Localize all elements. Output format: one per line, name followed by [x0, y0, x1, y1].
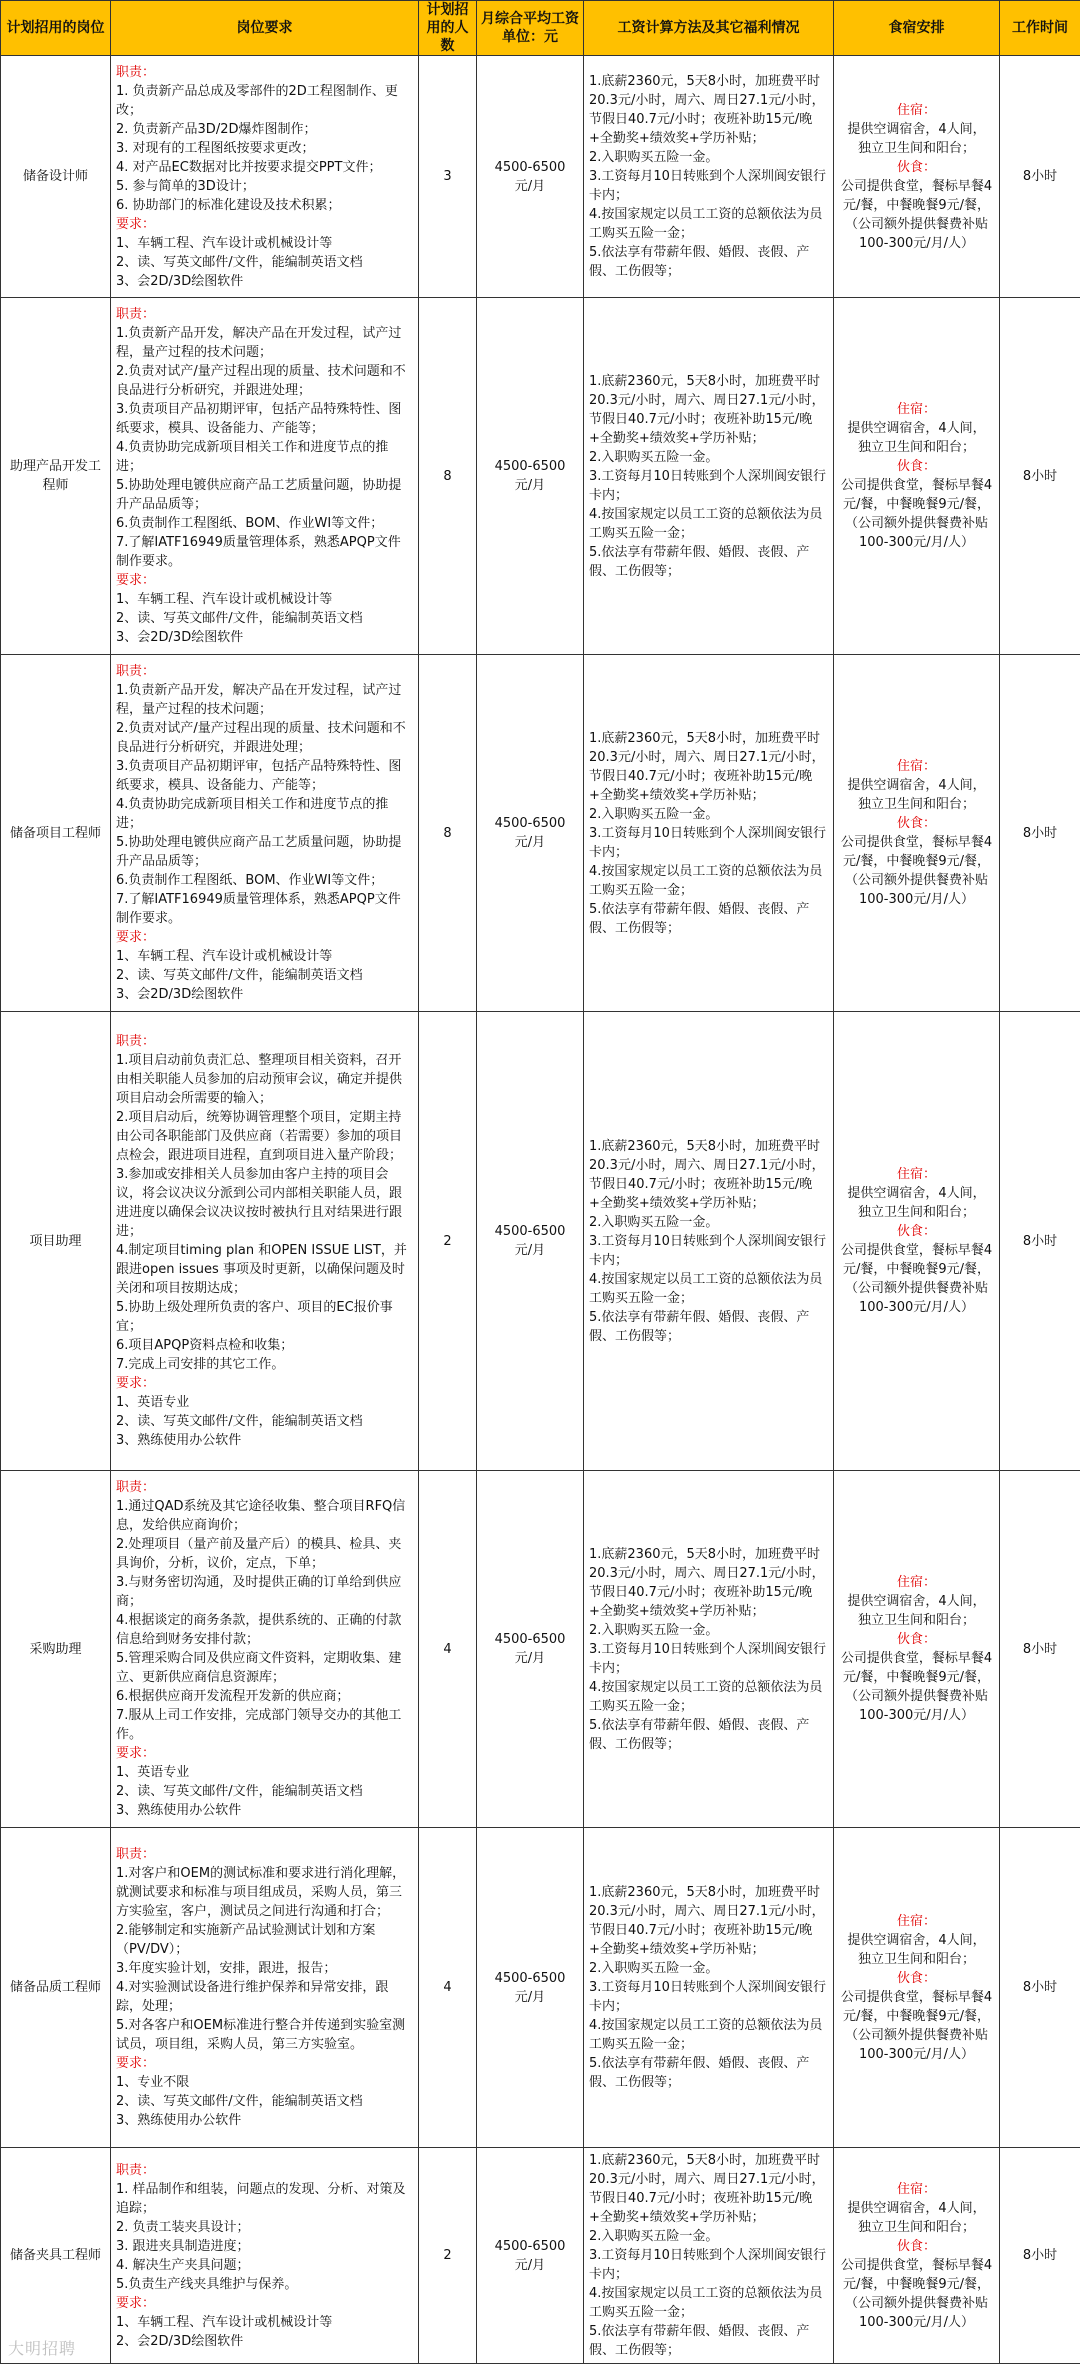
- duty-line: 2.负责对试产/量产过程出现的质量、技术问题和不良品进行分析研究，并跟进处理；: [116, 721, 406, 755]
- pay-method: [584, 56, 834, 298]
- pay-line: 2.入职购买五险一金。: [589, 1961, 719, 1976]
- meal-line: 公司提供食堂，餐标早餐4元/餐，中餐晚餐9元/餐，（公司额外提供餐费补贴100-300元/月/人）: [840, 1989, 993, 2062]
- duty-line: 1.通过QAD系统及其它途径收集、整合项目RFQ信息，发给供应商询价；: [116, 1499, 406, 1533]
- requirement-label: 要求：: [116, 573, 156, 588]
- duty-line: 5.对各客户和OEM标准进行整合并传递到实验室测试员，项目组，采购人员，第三方实验室。: [116, 2018, 406, 2052]
- headcount: 3: [419, 56, 477, 298]
- watermark-logo: 大明招聘: [8, 2339, 77, 2358]
- requirement-line: 3、会2D/3D绘图软件: [116, 987, 244, 1002]
- duty-line: 1.负责新产品开发，解决产品在开发过程，试产过程，量产过程的技术问题；: [116, 683, 402, 717]
- pay-method: [584, 1471, 834, 1828]
- meal-line: 公司提供食堂，餐标早餐4元/餐，中餐晚餐9元/餐，（公司额外提供餐费补贴100-300元/月/人）: [840, 1243, 993, 1315]
- meal-line: 公司提供食堂，餐标早餐4元/餐，中餐晚餐9元/餐，（公司额外提供餐费补贴100-300元/月/人）: [840, 1651, 993, 1723]
- stay-line: 提供空调宿舍，4人间，: [847, 1932, 986, 1948]
- meal-line: 公司提供食堂，餐标早餐4元/餐，中餐晚餐9元/餐，（公司额外提供餐费补贴100-300元/月/人）: [840, 2257, 993, 2330]
- duty-line: 1.项目启动前负责汇总、整理项目相关资料，召开由相关职能人员参加的启动预审会议，确定并提供项目启动会所需要的输入；: [116, 1053, 403, 1106]
- stay-label: 住宿：: [896, 2181, 936, 2197]
- working-hours: 8小时: [1000, 2148, 1080, 2364]
- requirement-label: 要求：: [116, 1376, 156, 1391]
- pay-line: 4.按国家规定以员工工资的总额依法为员工购买五险一金；: [589, 2286, 823, 2320]
- job-row: [1, 2148, 1080, 2364]
- job-requirements: [111, 655, 419, 1012]
- stay-line: 独立卫生间和阳台；: [857, 2219, 975, 2235]
- pay-line: 5.依法享有带薪年假、婚假、丧假、产假、工伤假等；: [589, 2324, 810, 2358]
- requirement-line: 1、英语专业: [116, 1765, 190, 1780]
- salary-line: 元/月: [514, 478, 546, 493]
- duty-line: 1. 负责新产品总成及零部件的2D工程图制作、更改；: [116, 83, 398, 118]
- duty-line: 2.项目启动后，统筹协调管理整个项目，定期主持由公司各职能部门及供应商（若需要）参加的项目点检会，跟进项目进程，直到项目进入量产阶段；: [116, 1110, 403, 1163]
- duty-label: 职责：: [116, 1480, 156, 1495]
- pay-line: 5.依法享有带薪年假、婚假、丧假、产假、工伤假等；: [589, 901, 810, 936]
- pay-line: 1.底薪2360元，5天8小时，加班费平时20.3元/小时，周六、周日27.1元/小时，节假日40.7元/小时；夜班补助15元/晚+全勤奖+绩效奖+学历补贴；: [589, 373, 825, 446]
- stay-label: 住宿：: [896, 402, 936, 417]
- pay-method: [584, 2148, 834, 2364]
- duty-line: 4.对实验测试设备进行维护保养和异常安排，跟踪，处理；: [116, 1980, 389, 2014]
- duty-label: 职责：: [116, 307, 156, 322]
- working-hours: 8小时: [1000, 655, 1080, 1012]
- accommodation: [834, 655, 1000, 1012]
- pay-line: 5.依法享有带薪年假、婚假、丧假、产假、工伤假等；: [589, 1309, 810, 1344]
- meal-label: 伙食：: [896, 816, 936, 831]
- job-title: 助理产品开发工程师: [1, 298, 111, 655]
- salary: [477, 56, 584, 298]
- accommodation: [834, 1471, 1000, 1828]
- pay-line: 2.入职购买五险一金。: [589, 449, 719, 465]
- duty-line: 7.完成上司安排的其它工作。: [116, 1357, 285, 1372]
- salary-line: 4500-6500: [494, 159, 566, 175]
- pay-method: [584, 1012, 834, 1471]
- pay-line: 5.依法享有带薪年假、婚假、丧假、产假、工伤假等；: [589, 245, 810, 279]
- header-working-hours: 工作时间: [1000, 1, 1080, 56]
- pay-line: 4.按国家规定以员工工资的总额依法为员工购买五险一金；: [589, 1271, 823, 1306]
- accommodation: [834, 1012, 1000, 1471]
- duty-line: 5.协助处理电镀供应商产品工艺质量问题，协助提升产品品质等；: [116, 835, 402, 869]
- header-position: 计划招用的岗位: [1, 1, 111, 56]
- job-row: [1, 298, 1080, 655]
- accommodation: [834, 56, 1000, 298]
- duty-line: 2.负责对试产/量产过程出现的质量、技术问题和不良品进行分析研究，并跟进处理；: [116, 364, 406, 398]
- job-row: [1, 1828, 1080, 2148]
- job-title: 储备设计师: [1, 56, 111, 298]
- job-title: 储备品质工程师: [1, 1828, 111, 2148]
- headcount: 4: [419, 1471, 477, 1828]
- pay-line: 3.工资每月10日转账到个人深圳阆安银行卡内；: [589, 1641, 826, 1676]
- pay-method: [584, 298, 834, 655]
- duty-line: 6. 协助部门的标准化建设及技术积累；: [116, 197, 341, 213]
- job-requirements: [111, 1012, 419, 1471]
- stay-label: 住宿：: [896, 1575, 936, 1590]
- stay-label: 住宿：: [896, 1167, 936, 1182]
- pay-line: 5.依法享有带薪年假、婚假、丧假、产假、工伤假等；: [589, 1717, 810, 1752]
- headcount: 8: [419, 655, 477, 1012]
- stay-line: 独立卫生间和阳台；: [857, 797, 975, 812]
- requirement-line: 3、熟练使用办公软件: [116, 1803, 242, 1818]
- working-hours: 8小时: [1000, 1828, 1080, 2148]
- job-row: [1, 56, 1080, 298]
- working-hours: 8小时: [1000, 1012, 1080, 1471]
- requirement-label: 要求：: [116, 216, 156, 232]
- pay-line: 1.底薪2360元，5天8小时，加班费平时20.3元/小时，周六、周日27.1元/小时，节假日40.7元/小时；夜班补助15元/晚+全勤奖+绩效奖+学历补贴；: [589, 730, 825, 803]
- duty-line: 2. 负责工装夹具设计；: [116, 2219, 250, 2235]
- requirement-line: 2、读、写英文邮件/文件，能编制英语文档: [116, 2094, 363, 2109]
- requirement-line: 1、车辆工程、汽车设计或机械设计等: [116, 592, 333, 607]
- requirement-line: 3、熟练使用办公软件: [116, 1433, 242, 1448]
- requirement-line: 2、读、写英文邮件/文件，能编制英语文档: [116, 968, 363, 983]
- pay-line: 5.依法享有带薪年假、婚假、丧假、产假、工伤假等；: [589, 544, 810, 579]
- header-pay-method: 工资计算方法及其它福利情况: [584, 1, 834, 56]
- pay-line: 4.按国家规定以员工工资的总额依法为员工购买五险一金；: [589, 207, 823, 241]
- salary-line: 元/月: [514, 2257, 546, 2273]
- duty-line: 3.负责项目产品初期评审，包括产品特殊特性、图纸要求，模具、设备能力、产能等；: [116, 759, 402, 793]
- working-hours: 8小时: [1000, 298, 1080, 655]
- job-title: 项目助理: [1, 1012, 111, 1471]
- job-title: 采购助理: [1, 1471, 111, 1828]
- stay-line: 提供空调宿舍，4人间，: [847, 778, 986, 793]
- meal-label: 伙食：: [896, 2238, 936, 2254]
- duty-line: 1.负责新产品开发，解决产品在开发过程，试产过程，量产过程的技术问题；: [116, 326, 402, 360]
- job-row: [1, 1471, 1080, 1828]
- requirement-line: 2、读、写英文邮件/文件，能编制英语文档: [116, 254, 363, 270]
- salary-line: 4500-6500: [494, 459, 566, 474]
- job-requirements: [111, 298, 419, 655]
- pay-line: 2.入职购买五险一金。: [589, 806, 719, 822]
- pay-line: 1.底薪2360元，5天8小时，加班费平时20.3元/小时，周六、周日27.1元/小时，节假日40.7元/小时；夜班补助15元/晚+全勤奖+绩效奖+学历补贴；: [589, 74, 825, 146]
- salary: [477, 1471, 584, 1828]
- pay-method: [584, 1828, 834, 2148]
- job-requirements: [111, 2148, 419, 2364]
- duty-line: 5.管理采购合同及供应商文件资料，定期收集、建立、更新供应商信息资源库；: [116, 1651, 402, 1685]
- stay-line: 提供空调宿舍，4人间，: [847, 1594, 986, 1609]
- requirement-line: 1、车辆工程、汽车设计或机械设计等: [116, 2314, 333, 2330]
- stay-line: 独立卫生间和阳台；: [857, 1951, 975, 1967]
- pay-line: 3.工资每月10日转账到个人深圳阆安银行卡内；: [589, 2248, 826, 2282]
- pay-line: 4.按国家规定以员工工资的总额依法为员工购买五险一金；: [589, 863, 823, 898]
- stay-line: 提供空调宿舍，4人间，: [847, 2200, 986, 2216]
- header-accommodation: 食宿安排: [834, 1, 1000, 56]
- stay-line: 独立卫生间和阳台；: [857, 1205, 975, 1220]
- duty-line: 4.制定项目timing plan 和OPEN ISSUE LIST，并跟进open issues 事项及时更新，以确保问题及时关闭和项目按期达成；: [116, 1243, 407, 1296]
- pay-line: 3.工资每月10日转账到个人深圳阆安银行卡内；: [589, 468, 826, 503]
- meal-label: 伙食：: [896, 159, 936, 175]
- requirement-line: 3、会2D/3D绘图软件: [116, 630, 244, 645]
- duty-line: 5.协助处理电镀供应商产品工艺质量问题，协助提升产品品质等；: [116, 478, 402, 512]
- salary-line: 4500-6500: [494, 2238, 566, 2254]
- salary-line: 4500-6500: [494, 1970, 566, 1986]
- requirement-line: 3、熟练使用办公软件: [116, 2113, 242, 2128]
- pay-line: 2.入职购买五险一金。: [589, 1622, 719, 1638]
- header-headcount: 计划招用的人数: [419, 1, 477, 56]
- job-row: [1, 655, 1080, 1012]
- stay-line: 提供空调宿舍，4人间，: [847, 121, 986, 137]
- salary-line: 4500-6500: [494, 816, 566, 831]
- pay-line: 1.底薪2360元，5天8小时，加班费平时20.3元/小时，周六、周日27.1元/小时，节假日40.7元/小时；夜班补助15元/晚+全勤奖+绩效奖+学历补贴；: [589, 2153, 825, 2225]
- pay-line: 3.工资每月10日转账到个人深圳阆安银行卡内；: [589, 1980, 826, 2014]
- requirement-line: 1、车辆工程、汽车设计或机械设计等: [116, 235, 333, 251]
- salary-line: 元/月: [514, 1243, 546, 1258]
- stay-line: 独立卫生间和阳台；: [857, 1613, 975, 1628]
- pay-line: 2.入职购买五险一金。: [589, 150, 719, 165]
- duty-line: 4. 解决生产夹具问题；: [116, 2257, 250, 2273]
- duty-line: 3.负责项目产品初期评审，包括产品特殊特性、图纸要求，模具、设备能力、产能等；: [116, 402, 402, 436]
- duty-line: 4.负责协助完成新项目相关工作和进度节点的推进；: [116, 797, 389, 831]
- pay-line: 4.按国家规定以员工工资的总额依法为员工购买五险一金；: [589, 506, 823, 541]
- pay-method: [584, 655, 834, 1012]
- stay-label: 住宿：: [896, 102, 936, 118]
- pay-line: 3.工资每月10日转账到个人深圳阆安银行卡内；: [589, 825, 826, 860]
- pay-line: 2.入职购买五险一金。: [589, 1214, 719, 1230]
- duty-line: 6.根据供应商开发流程开发新的供应商；: [116, 1689, 350, 1704]
- duty-line: 3. 对现有的工程图纸按要求更改；: [116, 140, 315, 156]
- salary-line: 元/月: [514, 1651, 546, 1666]
- pay-line: 2.入职购买五险一金。: [589, 2229, 719, 2244]
- meal-line: 公司提供食堂，餐标早餐4元/餐，中餐晚餐9元/餐，（公司额外提供餐费补贴100-300元/月/人）: [840, 478, 993, 550]
- stay-line: 提供空调宿舍，4人间，: [847, 421, 986, 436]
- job-requirements: [111, 1828, 419, 2148]
- duty-line: 7.了解IATF16949质量管理体系，熟悉APQP文件制作要求。: [116, 892, 401, 926]
- requirement-line: 2、读、写英文邮件/文件，能编制英语文档: [116, 1784, 363, 1799]
- stay-line: 独立卫生间和阳台；: [857, 140, 975, 156]
- duty-label: 职责：: [116, 664, 156, 679]
- pay-line: 4.按国家规定以员工工资的总额依法为员工购买五险一金；: [589, 1679, 823, 1714]
- meal-line: 公司提供食堂，餐标早餐4元/餐，中餐晚餐9元/餐，（公司额外提供餐费补贴100-300元/月/人）: [840, 835, 993, 907]
- requirement-line: 2、读、写英文邮件/文件，能编制英语文档: [116, 1414, 363, 1429]
- requirement-line: 1、专业不限: [116, 2075, 190, 2090]
- duty-line: 2.能够制定和实施新产品试验测试计划和方案（PV/DV）；: [116, 1923, 376, 1957]
- meal-label: 伙食：: [896, 459, 936, 474]
- header-requirements: 岗位要求: [111, 1, 419, 56]
- job-title: 储备项目工程师: [1, 655, 111, 1012]
- working-hours: 8小时: [1000, 1471, 1080, 1828]
- header-salary: 月综合平均工资单位：元: [477, 1, 584, 56]
- accommodation: [834, 1828, 1000, 2148]
- header-row: [1, 1, 1080, 56]
- duty-line: 3.参加或安排相关人员参加由客户主持的项目会议，将会议决议分派到公司内部相关职能人员，跟进进度以确保会议决议按时被执行且对结果进行跟进；: [116, 1167, 403, 1239]
- duty-label: 职责：: [116, 1034, 156, 1049]
- accommodation: [834, 2148, 1000, 2364]
- headcount: 2: [419, 1012, 477, 1471]
- duty-line: 2. 负责新产品3D/2D爆炸图制作；: [116, 121, 317, 137]
- stay-line: 提供空调宿舍，4人间，: [847, 1186, 986, 1201]
- salary-line: 元/月: [514, 178, 546, 194]
- duty-label: 职责：: [116, 64, 156, 80]
- pay-line: 3.工资每月10日转账到个人深圳阆安银行卡内；: [589, 1233, 826, 1268]
- salary: [477, 1012, 584, 1471]
- duty-line: 5.负责生产线夹具维护与保养。: [116, 2276, 298, 2292]
- pay-line: 1.底薪2360元，5天8小时，加班费平时20.3元/小时，周六、周日27.1元/小时，节假日40.7元/小时；夜班补助15元/晚+全勤奖+绩效奖+学历补贴；: [589, 1546, 825, 1619]
- requirement-line: 2、读、写英文邮件/文件，能编制英语文档: [116, 611, 363, 626]
- requirement-line: 3、会2D/3D绘图软件: [116, 273, 244, 289]
- duty-label: 职责：: [116, 2162, 156, 2178]
- headcount: 2: [419, 2148, 477, 2364]
- headcount: 4: [419, 1828, 477, 2148]
- job-requirements: [111, 56, 419, 298]
- duty-line: 1. 样品制作和组装，问题点的发现、分析、对策及追踪；: [116, 2181, 406, 2216]
- accommodation: [834, 298, 1000, 655]
- salary-line: 4500-6500: [494, 1224, 566, 1239]
- requirement-line: 1、车辆工程、汽车设计或机械设计等: [116, 949, 333, 964]
- duty-line: 3.与财务密切沟通，及时提供正确的订单给到供应商；: [116, 1575, 402, 1609]
- requirement-label: 要求：: [116, 1746, 156, 1761]
- pay-line: 4.按国家规定以员工工资的总额依法为员工购买五险一金；: [589, 2018, 823, 2052]
- working-hours: 8小时: [1000, 56, 1080, 298]
- stay-label: 住宿：: [896, 1913, 936, 1929]
- duty-line: 4.负责协助完成新项目相关工作和进度节点的推进；: [116, 440, 389, 474]
- salary: [477, 655, 584, 1012]
- meal-label: 伙食：: [896, 1632, 936, 1647]
- duty-line: 1.对客户和OEM的测试标准和要求进行消化理解，就测试要求和标准与项目组成员，采购人员，第三方实验室，客户，测试员之间进行沟通和打合；: [116, 1866, 406, 1919]
- duty-line: 6.负责制作工程图纸、BOM、作业WI等文件；: [116, 873, 384, 888]
- duty-label: 职责：: [116, 1847, 156, 1862]
- salary-line: 元/月: [514, 1989, 546, 2005]
- salary-line: 4500-6500: [494, 1632, 566, 1647]
- salary: [477, 1828, 584, 2148]
- duty-line: 3. 跟进夹具制造进度；: [116, 2238, 250, 2254]
- job-row: [1, 1012, 1080, 1471]
- stay-label: 住宿：: [896, 759, 936, 774]
- salary-line: 元/月: [514, 835, 546, 850]
- pay-line: 5.依法享有带薪年假、婚假、丧假、产假、工伤假等；: [589, 2056, 810, 2090]
- duty-line: 4. 对产品EC数据对比并按要求提交PPT文件；: [116, 159, 382, 175]
- salary: [477, 2148, 584, 2364]
- duty-line: 5.协助上级处理所负责的客户、项目的EC报价事宜；: [116, 1300, 393, 1334]
- duty-line: 7.服从上司工作安排，完成部门领导交办的其他工作。: [116, 1708, 402, 1742]
- salary: [477, 298, 584, 655]
- requirement-label: 要求：: [116, 930, 156, 945]
- duty-line: 6.负责制作工程图纸、BOM、作业WI等文件；: [116, 516, 384, 531]
- pay-line: 3.工资每月10日转账到个人深圳阆安银行卡内；: [589, 169, 826, 203]
- requirement-label: 要求：: [116, 2295, 156, 2311]
- duty-line: 7.了解IATF16949质量管理体系，熟悉APQP文件制作要求。: [116, 535, 401, 569]
- meal-line: 公司提供食堂，餐标早餐4元/餐，中餐晚餐9元/餐，（公司额外提供餐费补贴100-300元/月/人）: [840, 178, 993, 251]
- requirement-line: 2、会2D/3D绘图软件: [116, 2333, 244, 2349]
- requirement-label: 要求：: [116, 2056, 156, 2071]
- duty-line: 4.根据谈定的商务条款，提供系统的、正确的付款信息给到财务安排付款；: [116, 1613, 402, 1647]
- stay-line: 独立卫生间和阳台；: [857, 440, 975, 455]
- meal-label: 伙食：: [896, 1970, 936, 1986]
- job-requirements: [111, 1471, 419, 1828]
- pay-line: 1.底薪2360元，5天8小时，加班费平时20.3元/小时，周六、周日27.1元/小时，节假日40.7元/小时；夜班补助15元/晚+全勤奖+绩效奖+学历补贴；: [589, 1138, 825, 1211]
- requirement-line: 1、英语专业: [116, 1395, 190, 1410]
- pay-line: 1.底薪2360元，5天8小时，加班费平时20.3元/小时，周六、周日27.1元/小时，节假日40.7元/小时；夜班补助15元/晚+全勤奖+绩效奖+学历补贴；: [589, 1885, 825, 1957]
- duty-line: 3.年度实验计划，安排，跟进，报告；: [116, 1961, 337, 1976]
- duty-line: 5. 参与简单的3D设计；: [116, 178, 255, 194]
- job-title: 储备夹具工程师: [1, 2148, 111, 2364]
- duty-line: 2.处理项目（量产前及量产后）的模具、检具、夹具询价，分析，议价，定点，下单；: [116, 1537, 402, 1571]
- headcount: 8: [419, 298, 477, 655]
- meal-label: 伙食：: [896, 1224, 936, 1239]
- duty-line: 6.项目APQP资料点检和收集；: [116, 1338, 294, 1353]
